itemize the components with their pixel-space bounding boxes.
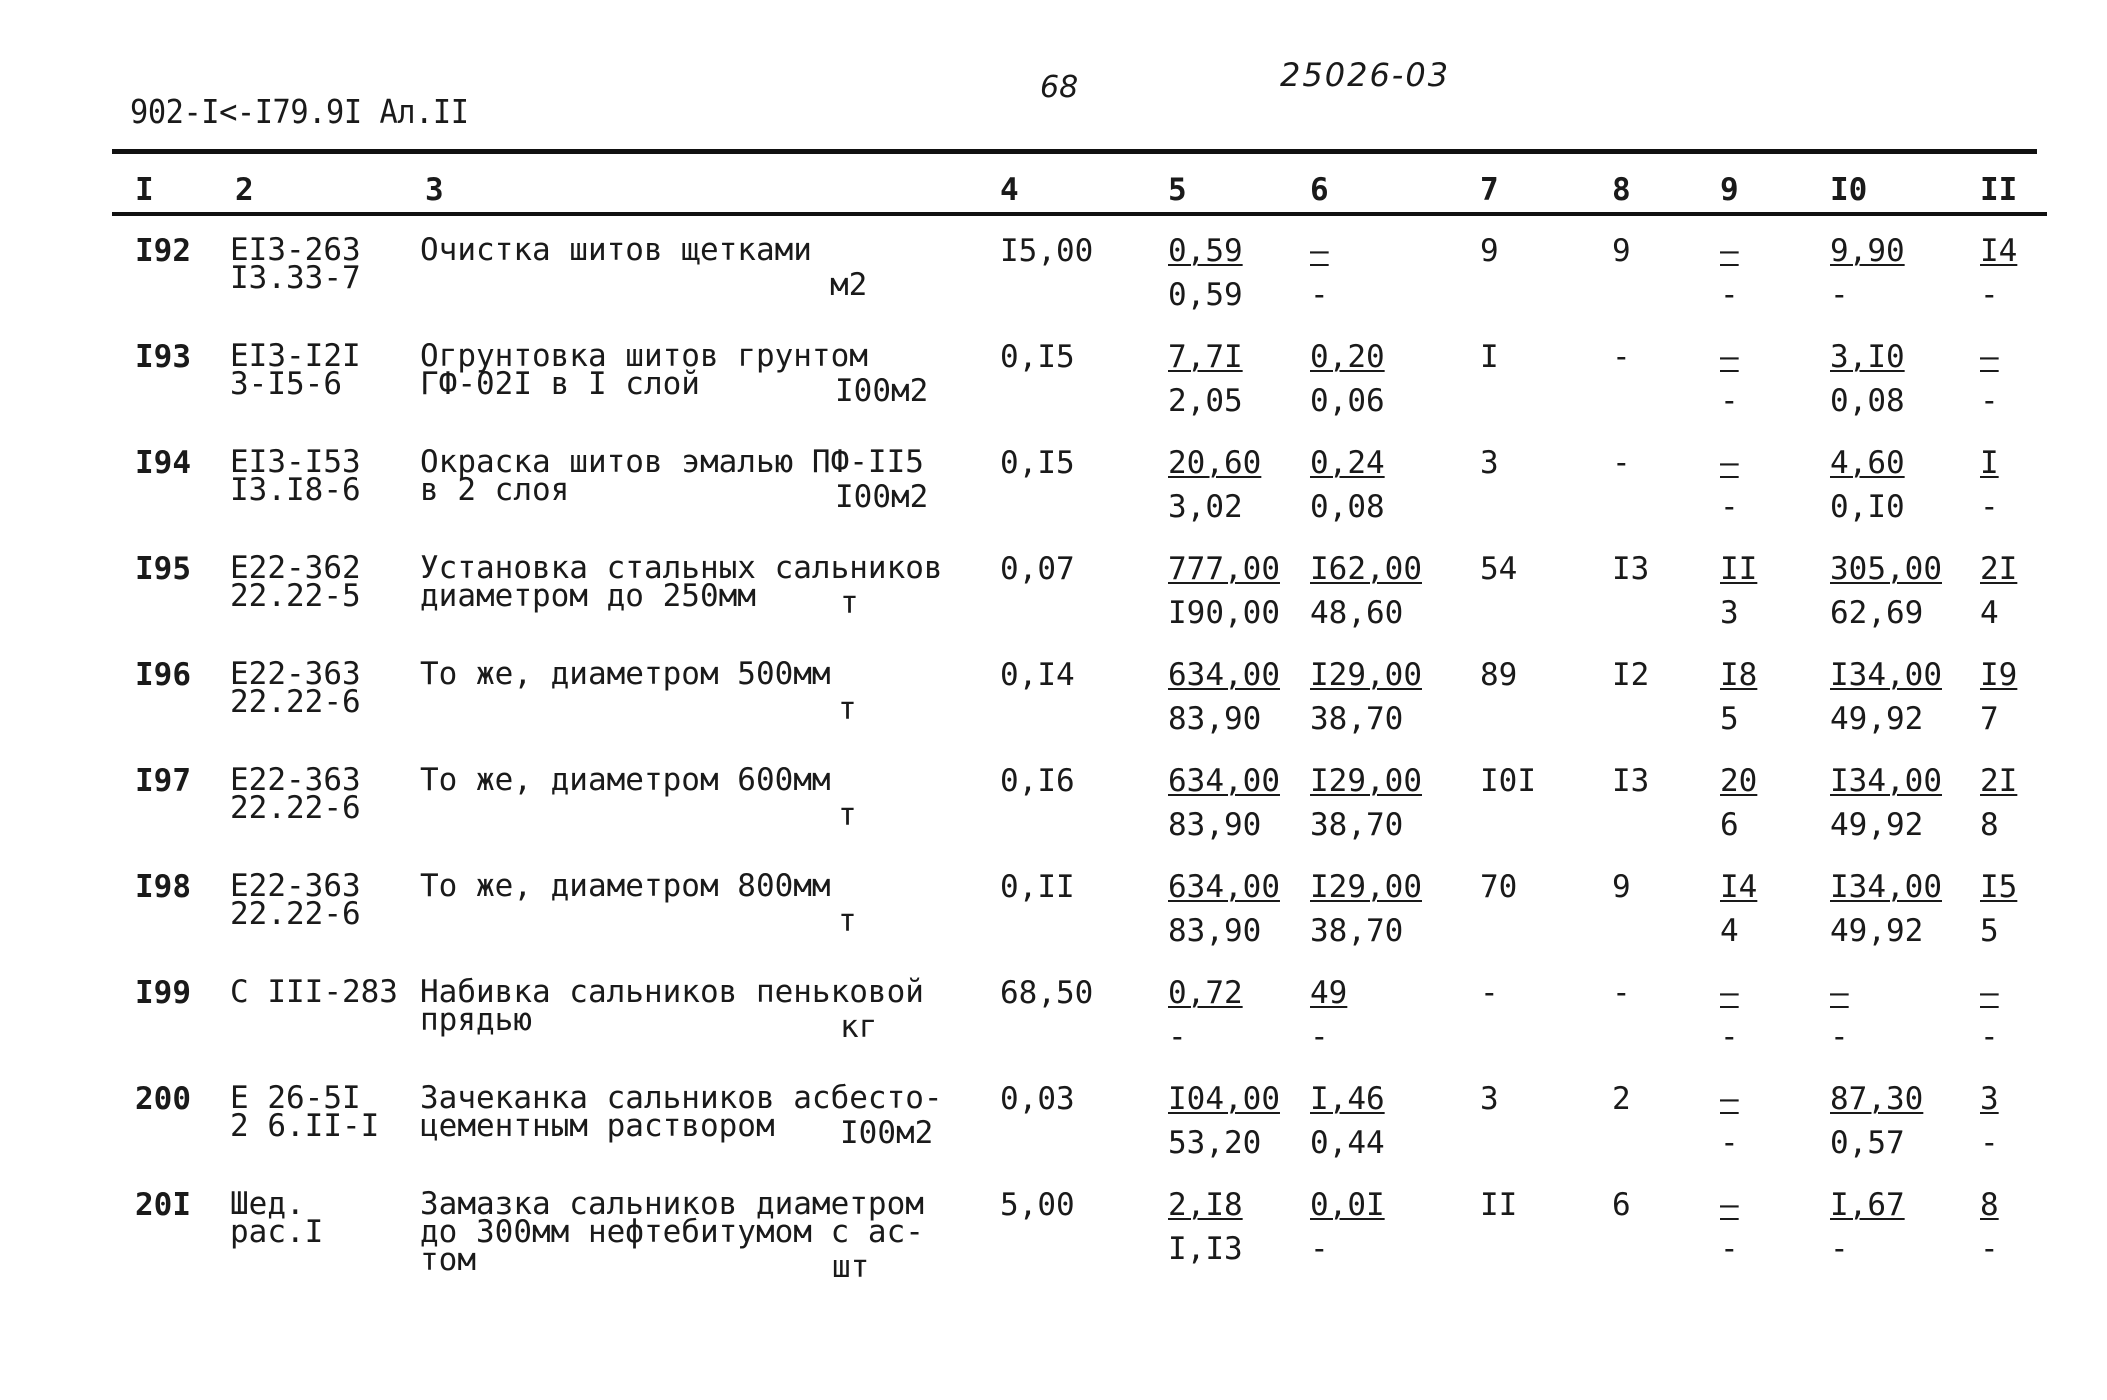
table-row <box>0 1076 2107 1182</box>
col11-bottom: - <box>1980 1019 1999 1055</box>
col6-top: 0,20 <box>1310 339 1385 375</box>
row-number: I94 <box>135 445 191 481</box>
row-number: I93 <box>135 339 191 375</box>
work-description: Очистка шитов щетками <box>420 232 812 268</box>
col10-top: 87,30 <box>1830 1081 1924 1117</box>
header-rule <box>112 212 2047 216</box>
col6-bottom: 0,44 <box>1310 1125 1385 1161</box>
col6-top: I62,00 <box>1310 551 1422 587</box>
col9-top: — <box>1720 1081 1739 1117</box>
table-row <box>0 334 2107 440</box>
table-row <box>0 864 2107 970</box>
col9-top: — <box>1720 445 1739 481</box>
row-number: I95 <box>135 551 191 587</box>
col9-bottom: 3 <box>1720 595 1739 631</box>
document-code: 902-I<-I79.9I Ал.II <box>130 92 469 131</box>
col10-top: 9,90 <box>1830 233 1905 269</box>
col7-value: I <box>1480 339 1499 375</box>
rate-code: E22-363 22.22-6 <box>230 868 361 932</box>
column-header-8: 8 <box>1612 172 1631 208</box>
row-number: I99 <box>135 975 191 1011</box>
col5-top: 634,00 <box>1168 657 1280 693</box>
col5-top: 777,00 <box>1168 551 1280 587</box>
unit-of-measure: т <box>838 691 857 727</box>
col10-bottom: - <box>1830 1231 1849 1267</box>
row-number: 20I <box>135 1187 191 1223</box>
quantity: 0,I5 <box>1000 339 1075 375</box>
work-description: То же, диаметром 500мм <box>420 656 831 692</box>
col8-value: - <box>1612 975 1631 1011</box>
column-header-11: II <box>1980 172 2018 208</box>
col11-top: — <box>1980 975 1999 1011</box>
col11-bottom: - <box>1980 489 1999 525</box>
col9-top: 20 <box>1720 763 1758 799</box>
col7-value: - <box>1480 975 1499 1011</box>
col10-top: 305,00 <box>1830 551 1942 587</box>
col9-top: — <box>1720 339 1739 375</box>
col6-bottom: 0,06 <box>1310 383 1385 419</box>
col6-bottom: 38,70 <box>1310 807 1404 843</box>
col5-bottom: 3,02 <box>1168 489 1243 525</box>
col9-bottom: 6 <box>1720 807 1739 843</box>
col5-bottom: I90,00 <box>1168 595 1280 631</box>
rate-code: EI3-I53 I3.I8-6 <box>230 444 361 508</box>
col11-top: I5 <box>1980 869 2018 905</box>
unit-of-measure: I00м2 <box>840 1115 934 1151</box>
col6-top: I,46 <box>1310 1081 1385 1117</box>
col5-bottom: 83,90 <box>1168 701 1262 737</box>
column-header-4: 4 <box>1000 172 1019 208</box>
col10-top: I34,00 <box>1830 869 1942 905</box>
column-header-1: I <box>135 172 154 208</box>
unit-of-measure: т <box>840 585 859 621</box>
col7-value: I0I <box>1480 763 1536 799</box>
col5-bottom: 83,90 <box>1168 807 1262 843</box>
unit-of-measure: шт <box>832 1249 870 1285</box>
col8-value: 2 <box>1612 1081 1631 1117</box>
rate-code: E 26-5I 2 6.II-I <box>230 1080 380 1144</box>
col5-bottom: 2,05 <box>1168 383 1243 419</box>
col5-bottom: 53,20 <box>1168 1125 1262 1161</box>
unit-of-measure: м2 <box>830 267 868 303</box>
col11-bottom: 7 <box>1980 701 1999 737</box>
col5-bottom: - <box>1168 1019 1187 1055</box>
col10-top: I34,00 <box>1830 763 1942 799</box>
col5-bottom: 0,59 <box>1168 277 1243 313</box>
col5-top: 0,72 <box>1168 975 1243 1011</box>
row-number: 200 <box>135 1081 191 1117</box>
table-row <box>0 546 2107 652</box>
col11-bottom: - <box>1980 1125 1999 1161</box>
work-description: Установка стальных сальников диаметром до 250мм <box>420 550 943 614</box>
col9-bottom: - <box>1720 1231 1739 1267</box>
col11-top: 2I <box>1980 551 2018 587</box>
quantity: 0,I6 <box>1000 763 1075 799</box>
rate-code: E22-363 22.22-6 <box>230 656 361 720</box>
col11-bottom: - <box>1980 1231 1999 1267</box>
col8-value: 9 <box>1612 233 1631 269</box>
registration-number: 25026-03 <box>1280 56 1451 94</box>
unit-of-measure: I00м2 <box>835 373 929 409</box>
table-row <box>0 440 2107 546</box>
table-row <box>0 970 2107 1076</box>
col6-top: 49 <box>1310 975 1348 1011</box>
quantity: 0,I4 <box>1000 657 1075 693</box>
column-header-2: 2 <box>235 172 254 208</box>
quantity: 0,I5 <box>1000 445 1075 481</box>
quantity: 0,03 <box>1000 1081 1075 1117</box>
col7-value: II <box>1480 1187 1518 1223</box>
col9-bottom: - <box>1720 1125 1739 1161</box>
col6-bottom: 38,70 <box>1310 913 1404 949</box>
col5-top: I04,00 <box>1168 1081 1280 1117</box>
col9-top: — <box>1720 975 1739 1011</box>
col10-bottom: 62,69 <box>1830 595 1924 631</box>
rate-code: E22-362 22.22-5 <box>230 550 361 614</box>
work-description: Зачеканка сальников асбесто- цементным раствором <box>420 1080 943 1144</box>
col6-bottom: - <box>1310 277 1329 313</box>
col8-value: - <box>1612 339 1631 375</box>
work-description: Огрунтовка шитов грунтом ГФ-02I в I слой <box>420 338 868 402</box>
rate-code: Шед. рас.I <box>230 1186 324 1250</box>
work-description: То же, диаметром 800мм <box>420 868 831 904</box>
column-header-9: 9 <box>1720 172 1739 208</box>
col11-bottom: 5 <box>1980 913 1999 949</box>
col10-top: — <box>1830 975 1849 1011</box>
col6-bottom: - <box>1310 1019 1329 1055</box>
column-header-3: 3 <box>425 172 444 208</box>
col10-bottom: - <box>1830 1019 1849 1055</box>
col7-value: 3 <box>1480 445 1499 481</box>
col6-top: I29,00 <box>1310 763 1422 799</box>
col9-bottom: - <box>1720 383 1739 419</box>
col8-value: I3 <box>1612 551 1650 587</box>
column-header-5: 5 <box>1168 172 1187 208</box>
col9-bottom: - <box>1720 489 1739 525</box>
col5-top: 7,7I <box>1168 339 1243 375</box>
col7-value: 9 <box>1480 233 1499 269</box>
col6-bottom: 38,70 <box>1310 701 1404 737</box>
col10-bottom: 0,57 <box>1830 1125 1905 1161</box>
col11-top: 8 <box>1980 1187 1999 1223</box>
page-number: 68 <box>1040 70 1079 105</box>
col8-value: 6 <box>1612 1187 1631 1223</box>
col7-value: 70 <box>1480 869 1518 905</box>
col9-bottom: - <box>1720 1019 1739 1055</box>
col5-top: 634,00 <box>1168 869 1280 905</box>
col9-bottom: 4 <box>1720 913 1739 949</box>
col10-bottom: 0,I0 <box>1830 489 1905 525</box>
table-row <box>0 652 2107 758</box>
col6-top: 0,24 <box>1310 445 1385 481</box>
quantity: 0,II <box>1000 869 1075 905</box>
col11-top: I4 <box>1980 233 2018 269</box>
row-number: I96 <box>135 657 191 693</box>
col10-bottom: 49,92 <box>1830 701 1924 737</box>
row-number: I92 <box>135 233 191 269</box>
unit-of-measure: т <box>838 797 857 833</box>
col10-bottom: 49,92 <box>1830 913 1924 949</box>
col5-top: 20,60 <box>1168 445 1262 481</box>
col6-top: — <box>1310 233 1329 269</box>
col10-bottom: - <box>1830 277 1849 313</box>
unit-of-measure: т <box>838 903 857 939</box>
col7-value: 89 <box>1480 657 1518 693</box>
column-header-6: 6 <box>1310 172 1329 208</box>
col10-bottom: 0,08 <box>1830 383 1905 419</box>
col8-value: I2 <box>1612 657 1650 693</box>
col6-top: I29,00 <box>1310 869 1422 905</box>
col9-top: — <box>1720 233 1739 269</box>
top-rule <box>112 149 2037 154</box>
col5-bottom: 83,90 <box>1168 913 1262 949</box>
rate-code: E22-363 22.22-6 <box>230 762 361 826</box>
col11-top: I9 <box>1980 657 2018 693</box>
col11-bottom: 4 <box>1980 595 1999 631</box>
col6-bottom: 48,60 <box>1310 595 1404 631</box>
quantity: I5,00 <box>1000 233 1094 269</box>
col9-top: — <box>1720 1187 1739 1223</box>
row-number: I97 <box>135 763 191 799</box>
rate-code: EI3-263 I3.33-7 <box>230 232 361 296</box>
col10-top: I34,00 <box>1830 657 1942 693</box>
table-row <box>0 1182 2107 1288</box>
unit-of-measure: I00м2 <box>835 479 929 515</box>
col5-top: 634,00 <box>1168 763 1280 799</box>
quantity: 0,07 <box>1000 551 1075 587</box>
column-header-7: 7 <box>1480 172 1499 208</box>
col9-top: I8 <box>1720 657 1758 693</box>
col6-top: I29,00 <box>1310 657 1422 693</box>
col5-top: 0,59 <box>1168 233 1243 269</box>
col11-bottom: 8 <box>1980 807 1999 843</box>
col10-top: 3,I0 <box>1830 339 1905 375</box>
col8-value: 9 <box>1612 869 1631 905</box>
col9-top: II <box>1720 551 1758 587</box>
col7-value: 54 <box>1480 551 1518 587</box>
work-description: То же, диаметром 600мм <box>420 762 831 798</box>
col10-top: I,67 <box>1830 1187 1905 1223</box>
col9-top: I4 <box>1720 869 1758 905</box>
col10-bottom: 49,92 <box>1830 807 1924 843</box>
col11-top: — <box>1980 339 1999 375</box>
col11-bottom: - <box>1980 277 1999 313</box>
col6-bottom: - <box>1310 1231 1329 1267</box>
col11-bottom: - <box>1980 383 1999 419</box>
work-description: Замазка сальников диаметром до 300мм нефтебитумом с ас- том <box>420 1186 924 1278</box>
col8-value: I3 <box>1612 763 1650 799</box>
unit-of-measure: кг <box>840 1009 878 1045</box>
work-description: Набивка сальников пеньковой прядью <box>420 974 924 1038</box>
col5-top: 2,I8 <box>1168 1187 1243 1223</box>
col10-top: 4,60 <box>1830 445 1905 481</box>
column-header-10: I0 <box>1830 172 1868 208</box>
col11-top: I <box>1980 445 1999 481</box>
quantity: 5,00 <box>1000 1187 1075 1223</box>
col9-bottom: - <box>1720 277 1739 313</box>
col9-bottom: 5 <box>1720 701 1739 737</box>
col8-value: - <box>1612 445 1631 481</box>
col6-bottom: 0,08 <box>1310 489 1385 525</box>
col11-top: 3 <box>1980 1081 1999 1117</box>
work-description: Окраска шитов эмалью ПФ-II5 в 2 слоя <box>420 444 924 508</box>
table-row <box>0 228 2107 334</box>
row-number: I98 <box>135 869 191 905</box>
col5-bottom: I,I3 <box>1168 1231 1243 1267</box>
col11-top: 2I <box>1980 763 2018 799</box>
quantity: 68,50 <box>1000 975 1094 1011</box>
col7-value: 3 <box>1480 1081 1499 1117</box>
col6-top: 0,0I <box>1310 1187 1385 1223</box>
rate-code: C III-283 <box>230 974 398 1010</box>
rate-code: EI3-I2I 3-I5-6 <box>230 338 361 402</box>
table-row <box>0 758 2107 864</box>
